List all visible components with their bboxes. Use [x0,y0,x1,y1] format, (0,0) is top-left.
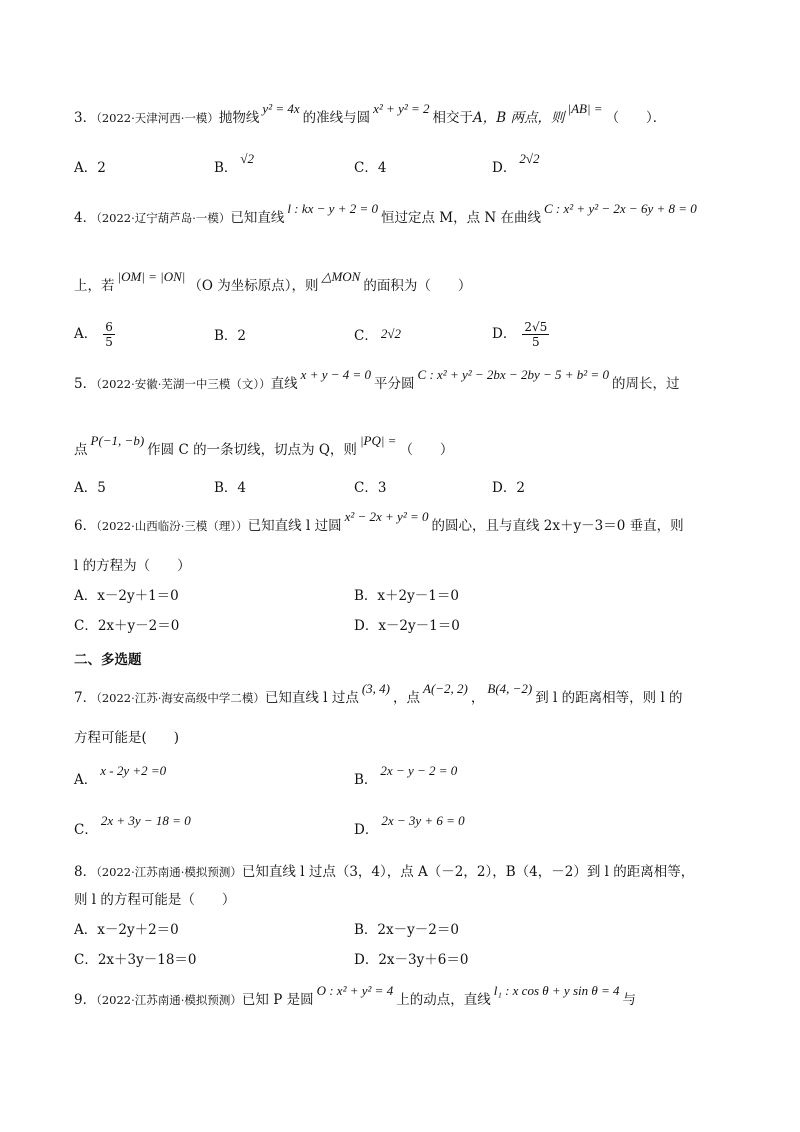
q5-formula-pq: |PQ| = [359,433,397,448]
q3-option-c: C．4 [354,160,387,176]
q5-option-c: C．3 [354,480,387,496]
q3-formula-ab: |AB| = [567,101,603,116]
q3-source: （2022·天津河西·一模） [96,111,219,125]
q4-option-b: B．2 [214,328,247,344]
q4-option-c-math: 2√2 [380,326,401,341]
q7-option-b-label: B． [354,772,378,788]
q6-text: 已知直线 l 过圆 [247,518,342,534]
q4-text: 恒过定点 M，点 N 在曲线 [381,210,542,226]
q5-text: 直线 [270,376,298,392]
q8-option-a: A．x－2y＋2＝0 [74,922,179,938]
q7-text: ，点 [393,690,420,706]
q6-formula-circle: x² − 2x + y² = 0 [344,509,429,524]
q9-text: 已知 P 是圆 [241,992,314,1008]
q5-option-d: D．2 [492,480,525,496]
q4-text: 的面积为（ ） [363,278,472,294]
fraction-denominator: 5 [105,335,113,349]
question-4-stem [74,201,700,228]
q4-option-a-fraction [103,320,115,349]
q6-source: （2022·山西临汾·三模（理）） [96,519,248,533]
q6-option-b: B．x＋2y－1＝0 [354,588,459,604]
q8-option-d: D．2x－3y＋6＝0 [354,952,469,968]
q3-option-d [492,151,542,178]
q8-number: 8． [74,864,97,880]
q4-formula-line: l : kx − y + 2 = 0 [287,201,378,216]
q5-text: （ ） [399,442,454,458]
q4-number: 4． [74,210,97,226]
q3-number: 3． [74,110,97,126]
q4-formula-curve: C : x² + y² − 2x − 6y + 8 = 0 [544,201,697,216]
q4-option-c-label: C． [354,328,378,344]
q4-formula-triangle: △MON [321,269,361,284]
q4-option-a-label: A． [74,326,98,342]
question-9-stem [74,983,637,1010]
q9-formula-circle: O : x² + y² = 4 [316,983,394,998]
q6-option-c: C．2x＋y－2＝0 [74,618,180,634]
q5-option-a: A．5 [74,480,106,496]
q9-number: 9． [74,992,97,1008]
q3-text: 抛物线 [218,110,260,126]
q3-option-b-math: √2 [240,151,255,166]
q5-option-b: B．4 [214,480,247,496]
q8-option-b: B．2x－y－2＝0 [354,922,459,938]
q5-text: 平分圆 [374,376,415,392]
q3-formula-parabola: y² = 4x [262,101,300,116]
q7-option-c-math: 2x + 3y − 18 = 0 [100,813,191,828]
q7-option-d [354,813,468,840]
q3-text: A，B 两点，则 [473,110,565,126]
q4-option-d [492,320,549,349]
q3-text: 相交于 [432,110,474,126]
q4-text: 上，若 [74,278,115,294]
q7-option-a-label: A． [74,772,98,788]
q3-option-a: A．2 [74,160,106,176]
q8-option-c: C．2x＋3y－18＝0 [74,952,197,968]
q4-source: （2022·辽宁葫芦岛·一模） [96,211,231,225]
q3-option-b-label: B． [214,160,238,176]
q4-text: 已知直线 [230,210,285,226]
q5-number: 5． [74,376,97,392]
q6-number: 6． [74,518,97,534]
q5-text: 点 [74,442,88,458]
q8-text: 已知直线 l 过点（3，4），点 A（－2，2），B（4，－2）到 l 的距离相等， [241,864,695,880]
q7-formula-point: (3, 4) [361,681,390,696]
q5-formula-circle: C : x² + y² − 2bx − 2by − 5 + b² = 0 [417,367,609,382]
q3-option-b [214,151,257,178]
fraction-numerator: 6 [105,320,113,334]
q3-option-d-math: 2√2 [519,151,540,166]
q7-option-a [74,763,169,790]
q7-option-b-math: 2x − y − 2 = 0 [380,763,458,778]
q4-text: （O 为坐标原点），则 [188,278,319,294]
q7-source: （2022·江苏·海安高级中学二模） [96,691,265,705]
question-4-stem-line2 [74,269,472,296]
q3-option-d-label: D． [492,160,517,176]
q7-text: 到 l 的距离相等，则 l 的 [535,690,683,706]
q7-option-c-label: C． [74,822,98,838]
q5-text: 作圆 C 的一条切线，切点为 Q，则 [147,442,357,458]
fraction-numerator: 2√5 [524,320,548,334]
question-7-stem [74,681,683,708]
question-5-stem-line2 [74,433,454,460]
q3-formula-circle: x² + y² = 2 [373,101,430,116]
q5-text: 的周长，过 [611,376,680,392]
q7-number: 7． [74,690,97,706]
q6-option-a: A．x－2y＋1＝0 [74,588,179,604]
section-title-multiple-choice: 二、多选题 [74,652,142,668]
q7-option-d-label: D． [354,822,379,838]
q5-formula-line: x + y − 4 = 0 [300,367,372,382]
q4-option-d-label: D． [492,326,517,342]
q9-text: 与 [622,992,637,1008]
q4-option-a [74,320,115,349]
question-8-stem [74,862,694,882]
q4-option-d-fraction [522,320,549,349]
q4-formula-om-on: |OM| = |ON| [117,269,186,284]
q7-text: 已知直线 l 过点 [264,690,359,706]
fraction-denominator: 5 [531,335,540,349]
q9-source: （2022·江苏南通·模拟预测） [96,993,242,1007]
question-6-stem-line2: l 的方程为（ ） [74,558,191,574]
question-5-stem [74,367,680,394]
q3-text: 的准线与圆 [302,110,371,126]
q5-formula-point: P(−1, −b) [90,433,145,448]
question-3-stem [74,101,667,128]
q6-option-d: D．x－2y－1＝0 [354,618,460,634]
q7-option-b [354,763,460,790]
q9-text: 上的动点，直线 [396,992,491,1008]
q7-text: ， [470,690,485,706]
q3-text: （ ）． [605,110,667,126]
q7-option-c [74,813,194,840]
question-6-stem [74,509,684,536]
q8-source: （2022·江苏南通·模拟预测） [96,865,242,879]
question-8-stem-line2: 则 l 的方程可能是（ ） [74,892,236,908]
q7-option-a-math: x - 2y +2 =0 [100,763,167,778]
q5-source: （2022·安徽·芜湖一中三模（文）） [96,377,271,391]
q7-formula-point-a: A(−2, 2) [423,681,468,696]
q6-text: 的圆心，且与直线 2x＋y－3＝0 垂直，则 [431,518,684,534]
q9-formula-line: l₁ : x cos θ + y sin θ = 4 [493,983,620,998]
q7-option-d-math: 2x − 3y + 6 = 0 [381,813,465,828]
question-7-stem-line2: 方程可能是( ) [74,730,180,746]
q7-formula-point-b: B(4, −2) [487,681,533,696]
q4-option-c [354,326,404,346]
